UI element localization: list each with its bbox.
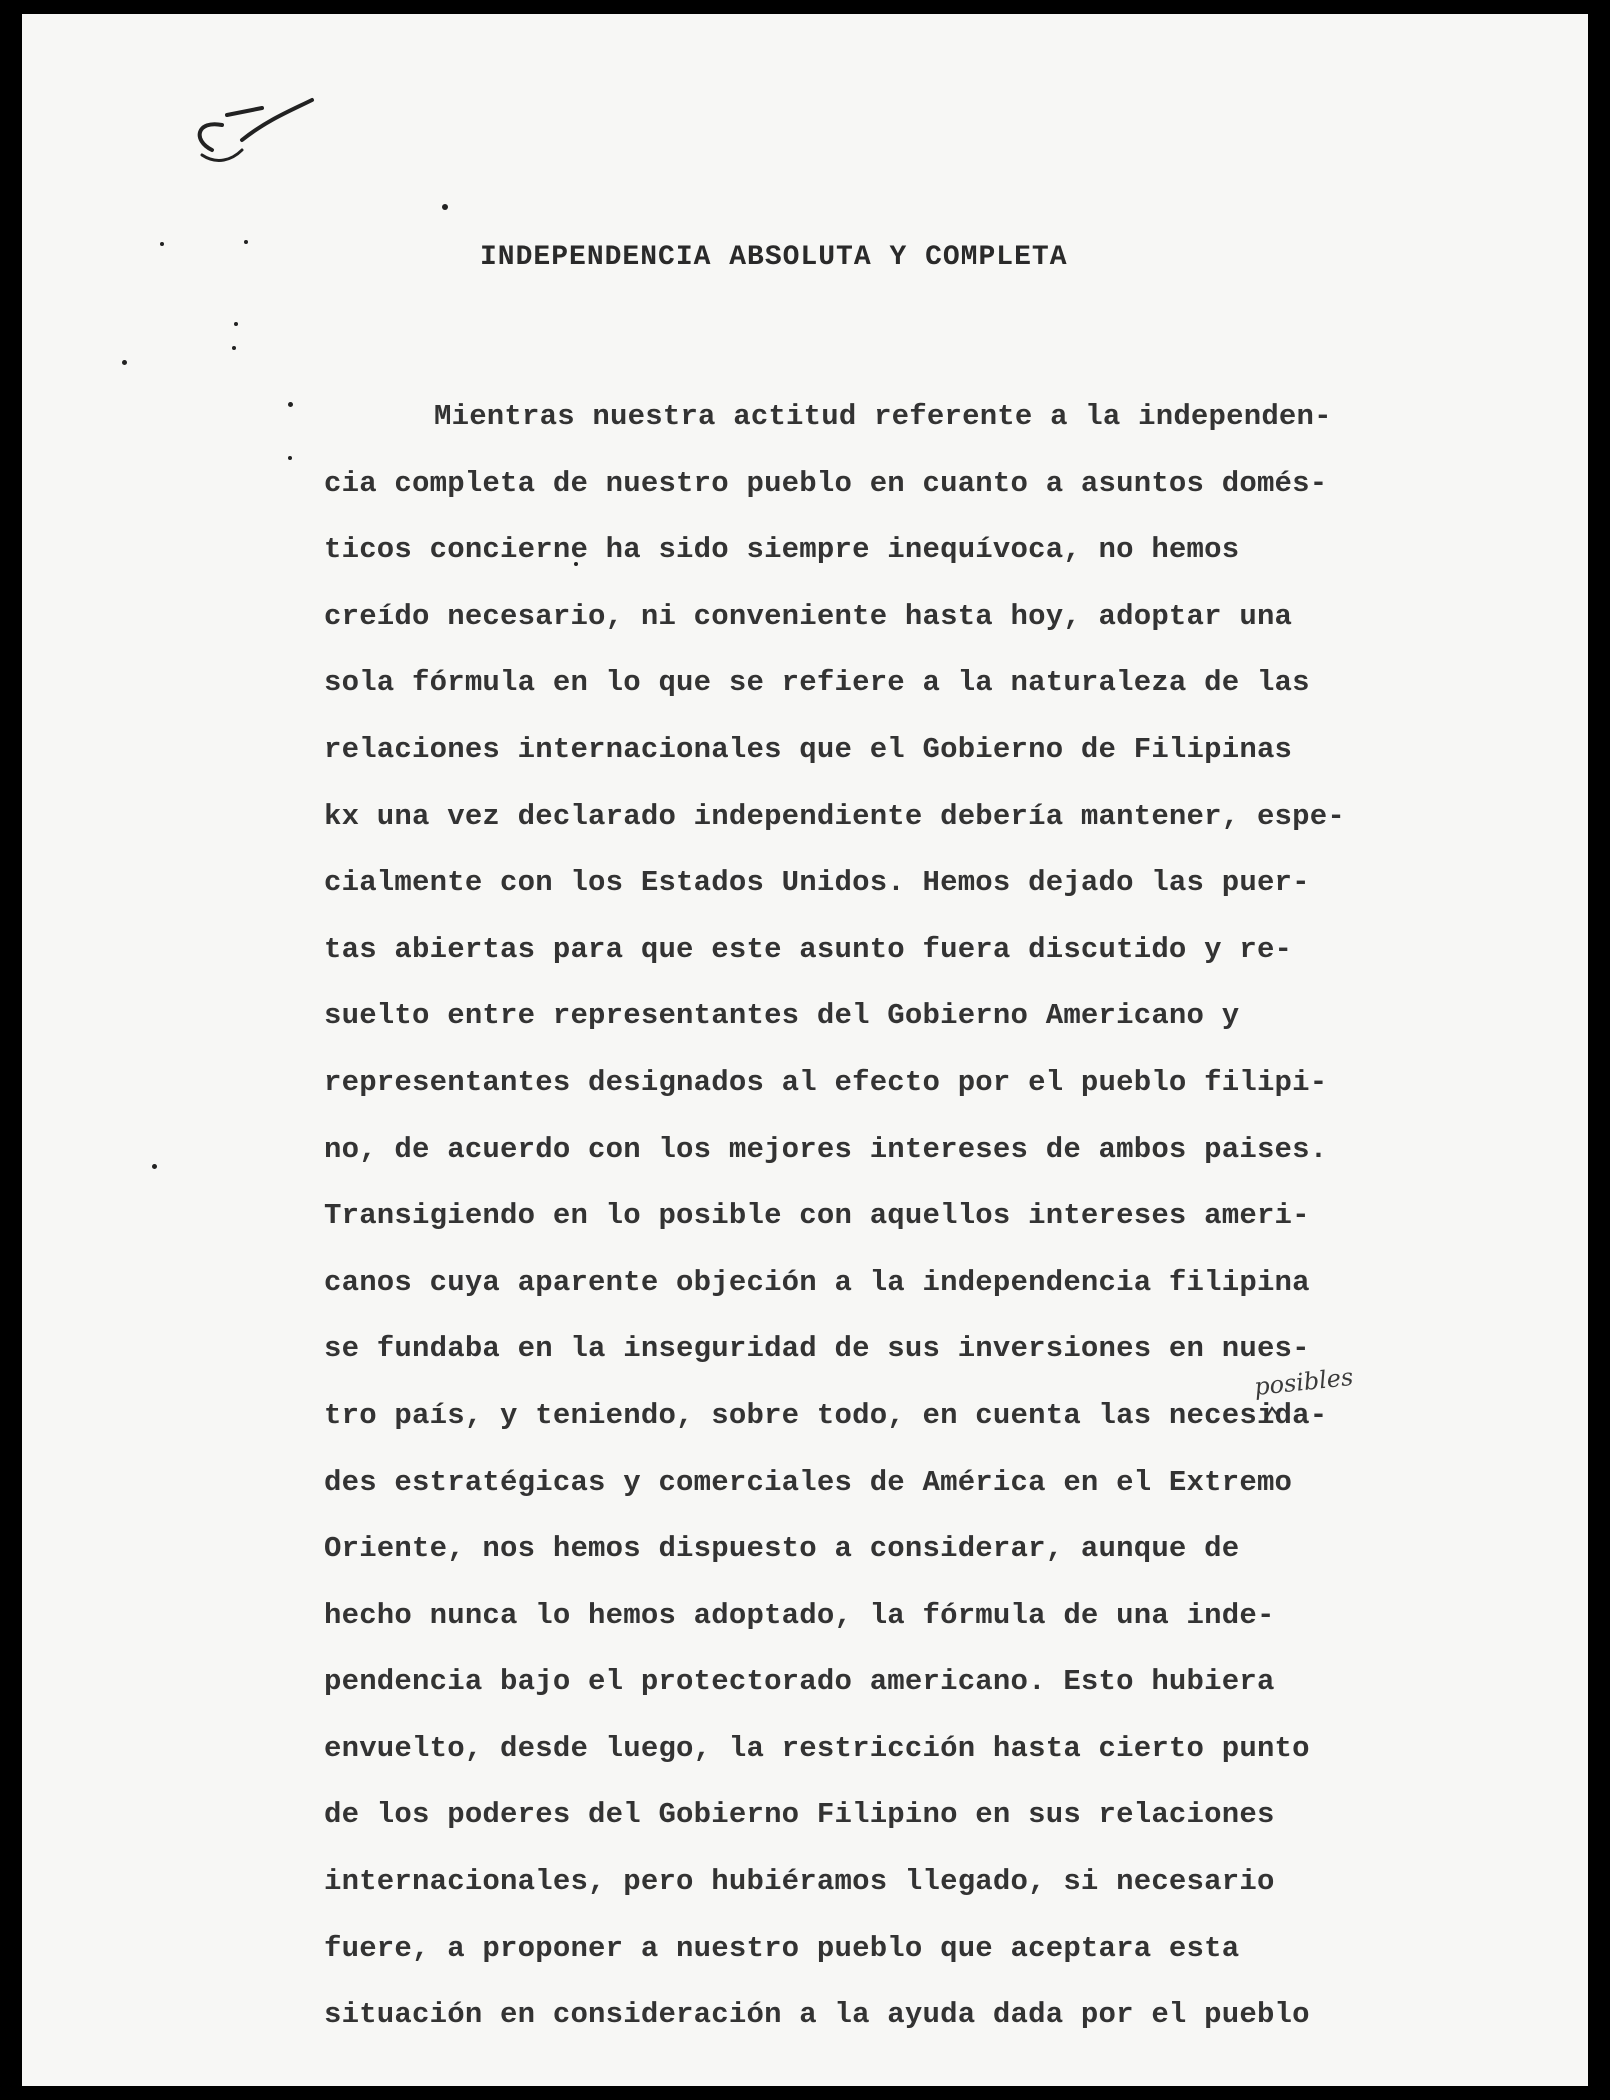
body-line: situación en consideración a la ayuda dada por el pueblo (324, 1998, 1310, 2032)
body-line: se fundaba en la inseguridad de sus inversiones en nues- (324, 1332, 1310, 1366)
body-line: representantes designados al efecto por el pueblo filipi- (324, 1065, 1328, 1099)
ink-speck (288, 402, 293, 407)
body-line: kx una vez declarado independiente debería mantener, espe- (324, 799, 1345, 833)
body-line: Mientras nuestra actitud referente a la independen- (434, 400, 1332, 433)
body-line: canos cuya aparente objeción a la independencia filipina (324, 1265, 1310, 1299)
ink-speck (234, 322, 238, 326)
body-line: internacionales, pero hubiéramos llegado, si necesario (324, 1865, 1275, 1899)
body-line: creído necesario, ni conveniente hasta hoy, adoptar una (324, 599, 1293, 633)
pen-scribble-mark (172, 80, 332, 170)
ink-speck (244, 240, 248, 244)
body-line: suelto entre representantes del Gobierno Americano y (324, 999, 1240, 1033)
body-line: de los poderes del Gobierno Filipino en sus relaciones (324, 1798, 1275, 1832)
document-body (324, 384, 1484, 2049)
body-line: fuere, a proponer a nuestro pueblo que aceptara esta (324, 1931, 1240, 1965)
insertion-caret-icon (1262, 1404, 1282, 1424)
body-line: relaciones internacionales que el Gobierno de Filipinas (324, 732, 1293, 766)
body-line: cia completa de nuestro pueblo en cuanto a asuntos domés- (324, 466, 1328, 500)
body-line: tro país, y teniendo, sobre todo, en cuenta las necesida- (324, 1398, 1328, 1432)
body-line: envuelto, desde luego, la restricción hasta cierto punto (324, 1731, 1310, 1765)
ink-speck (442, 204, 448, 210)
ink-speck (232, 346, 236, 350)
ink-speck (152, 1164, 157, 1169)
document-page (22, 14, 1588, 2086)
body-line: des estratégicas y comerciales de América en el Extremo (324, 1465, 1293, 1499)
body-line: ticos concierne ha sido siempre inequívoca, no hemos (324, 533, 1240, 567)
ink-speck (288, 456, 292, 460)
handwritten-annotation: posibles (1252, 1362, 1355, 1402)
body-line: sola fórmula en lo que se refiere a la naturaleza de las (324, 666, 1310, 700)
body-line: no, de acuerdo con los mejores intereses de ambos paises. (324, 1132, 1328, 1166)
body-line: hecho nunca lo hemos adoptado, la fórmula de una inde- (324, 1598, 1275, 1632)
ink-speck (122, 360, 127, 365)
body-line: Oriente, nos hemos dispuesto a considerar, aunque de (324, 1532, 1240, 1566)
ink-speck (160, 242, 164, 246)
body-line: pendencia bajo el protectorado americano. Esto hubiera (324, 1665, 1275, 1699)
body-line: tas abiertas para que este asunto fuera discutido y re- (324, 932, 1293, 966)
body-line: Transigiendo en lo posible con aquellos intereses ameri- (324, 1199, 1310, 1233)
document-title: INDEPENDENCIA ABSOLUTA Y COMPLETA (480, 242, 1068, 273)
body-line: cialmente con los Estados Unidos. Hemos dejado las puer- (324, 866, 1310, 900)
